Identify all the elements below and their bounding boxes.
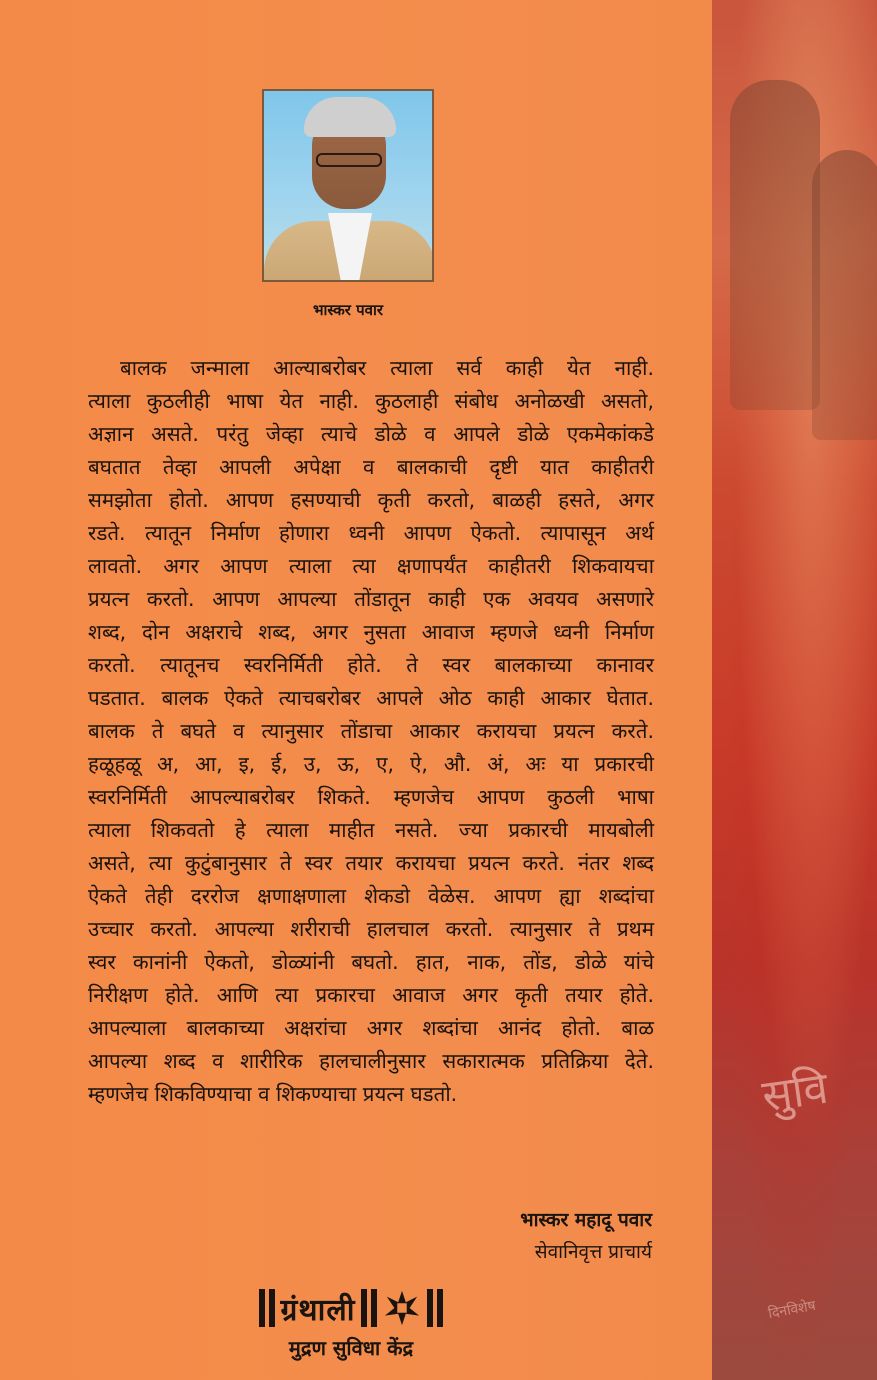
blurb-line: उच्चार करतो. आपल्या शरीराची हालचाल करतो. त्यानुसार ते प्रथम [88,917,654,941]
blurb-line: अज्ञान असते. परंतु जेव्हा त्याचे डोळे व आपले डोळे एकमेकांकडे [88,422,654,446]
logo-bars-mid [361,1289,377,1327]
blurb-line: रडते. त्यातून निर्माण होणारा ध्वनी आपण ऐकतो. त्यापासून अर्थ [88,521,654,545]
signature-title: सेवानिवृत्त प्राचार्य [534,1241,652,1263]
signature-name: भास्कर महादू पवार [520,1209,652,1231]
blurb-text [88,352,654,1111]
blurb-line: लावतो. अगर आपण त्याला त्या क्षणापर्यंत काहीतरी शिकवायचा [88,554,654,578]
student-figure [812,150,877,440]
blurb-line: बघतात तेव्हा आपली अपेक्षा व बालकाची दृष्टी यात काहीतरी [88,455,654,479]
logo-bars-left [259,1289,275,1327]
author-photo [262,89,434,282]
star-burst-icon [383,1289,421,1327]
blurb-line: हळूहळू अ, आ, इ, ई, उ, ऊ, ए, ऐ, औ. अं, अः या प्रकारची [88,752,654,776]
logo-bars-right [427,1289,443,1327]
blurb-line: बालक ते बघते व त्यानुसार तोंडाचा आकार करायचा प्रयत्न करते. [88,719,654,743]
blurb-line: बालक जन्माला आल्याबरोबर त्याला सर्व काही येत नाही. [120,356,654,380]
blurb-line: म्हणजेच शिकविण्याचा व शिकण्याचा प्रयत्न घडतो. [88,1082,458,1106]
cover-photo-strip [712,0,877,1380]
blurb-line: आपल्या शब्द व शारीरिक हालचालीनुसार सकारात्मक प्रतिक्रिया देते. [88,1049,654,1073]
blurb-line: प्रयत्न करतो. आपण आपल्या तोंडातून काही एक अवयव असणारे [88,587,654,611]
blurb-line: शब्द, दोन अक्षराचे शब्द, अगर नुसता आवाज म्हणजे ध्वनी निर्माण [88,620,654,644]
cover-book-small-text: दिनविशेष [767,1297,817,1323]
blurb-line: त्याला शिकवतो हे त्याला माहीत नसते. ज्या प्रकारची मायबोली [88,818,654,842]
publisher-imprint: मुद्रण सुविधा केंद्र [288,1336,414,1360]
blurb-line: स्वर कानांनी ऐकतो, डोळ्यांनी बघतो. हात, नाक, तोंड, डोळे यांचे [88,950,654,974]
blurb-line: त्याला कुठलीही भाषा येत नाही. कुठलाही संबोध अनोळखी असतो, [88,389,654,413]
publisher-logo [226,1284,476,1332]
blurb-line: करतो. त्यातूनच स्वरनिर्मिती होते. ते स्वर बालकाच्या कानावर [88,653,654,677]
author-photo-caption: भास्कर पवार [312,301,384,319]
blurb-line: आपल्याला बालकाच्या अक्षरांचा अगर शब्दांचा आनंद होतो. बाळ [88,1016,654,1040]
cover-book-word: सुवि [759,1062,832,1123]
blurb-line: ऐकते तेही दररोज क्षणाक्षणाला शेकडो वेळेस. आपण ह्या शब्दांचा [88,884,654,908]
blurb-line: समझोता होतो. आपण हसण्याची कृती करतो, बाळही हसते, अगर [88,488,654,512]
blurb-line: असते, त्या कुटुंबानुसार ते स्वर तयार करायचा प्रयत्न करते. नंतर शब्द [88,851,654,875]
student-figure [730,80,820,410]
blurb-line: स्वरनिर्मिती आपल्याबरोबर शिकते. म्हणजेच आपण कुठली भाषा [88,785,654,809]
publisher-logo-text: ग्रंथाली [280,1292,356,1328]
blurb-line: पडतात. बालक ऐकते त्याचबरोबर आपले ओठ काही आकार घेतात. [88,686,654,710]
blurb-line: निरीक्षण होते. आणि त्या प्रकारचा आवाज अगर कृती तयार होते. [88,983,654,1007]
